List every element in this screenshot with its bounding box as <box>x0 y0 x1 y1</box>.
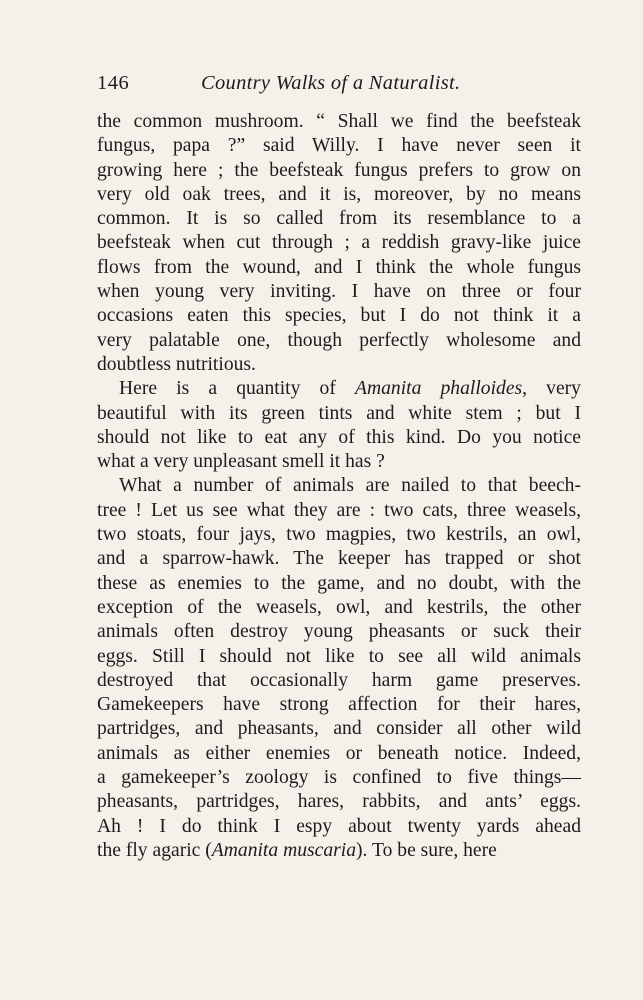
text-segment: very <box>527 378 581 400</box>
text-segment: animals often destroy young pheasants or suck their <box>97 621 581 643</box>
text-line <box>97 693 581 717</box>
text-segment: two stoats, four jays, two magpies, two kestrils, an owl, <box>97 524 581 546</box>
text-line <box>97 717 581 741</box>
text-line <box>97 329 581 353</box>
text-segment: doubtless nutritious. <box>97 353 256 375</box>
text-line <box>97 596 581 620</box>
text-segment: Gamekeepers have strong affection for their hares, <box>97 694 581 716</box>
text-line <box>97 450 581 474</box>
text-line <box>97 572 581 596</box>
text-segment: What a number of animals are nailed to that beech- <box>119 475 581 497</box>
text-segment: ). To be sure, here <box>356 839 497 861</box>
text-segment: what a very unpleasant smell it has ? <box>97 451 385 473</box>
text-line <box>97 353 581 377</box>
text-line <box>97 183 581 207</box>
text-segment: partridges, and pheasants, and consider all other wild <box>97 718 581 740</box>
text-segment: and a sparrow-hawk. The keeper has trapped or shot <box>97 548 581 570</box>
text-line <box>97 766 581 790</box>
text-segment: exception of the weasels, owl, and kestrils, the other <box>97 596 581 618</box>
text-line <box>97 815 581 839</box>
text-line <box>97 474 581 498</box>
text-segment: fungus, papa ?” said Willy. I have never seen it <box>97 135 581 157</box>
text-line <box>97 669 581 693</box>
italic-text: Amanita phalloides, <box>354 378 528 400</box>
text-segment: a gamekeeper’s zoology is confined to five things— <box>97 767 581 789</box>
text-segment: destroyed that occasionally harm game preserves. <box>97 669 581 691</box>
text-segment: beautiful with its green tints and white stem ; but I <box>97 402 581 424</box>
text-line <box>97 304 581 328</box>
text-line <box>97 426 581 450</box>
text-line <box>97 231 581 255</box>
italic-text: Amanita muscaria <box>211 839 357 861</box>
text-line <box>97 402 581 426</box>
body-text <box>97 110 581 863</box>
text-line <box>97 742 581 766</box>
text-segment: very old oak trees, and it is, moreover, by no means <box>97 183 581 205</box>
text-segment: tree ! Let us see what they are : two cats, three weasels, <box>97 499 581 521</box>
text-segment: the common mushroom. “ Shall we find the beefsteak <box>97 111 581 132</box>
text-segment: growing here ; the beefsteak fungus prefers to grow on <box>97 159 581 181</box>
running-title: Country Walks of a Naturalist. <box>201 72 461 94</box>
text-segment: occasions eaten this species, but I do not think it a <box>97 305 581 327</box>
text-line <box>97 839 581 863</box>
page-number: 146 <box>97 72 130 94</box>
text-line <box>97 547 581 571</box>
text-line <box>97 256 581 280</box>
text-segment: eggs. Still I should not like to see all wild animals <box>97 645 581 667</box>
text-line <box>97 620 581 644</box>
text-line <box>97 280 581 304</box>
text-line <box>97 110 581 134</box>
text-line <box>97 790 581 814</box>
text-segment: Here is a quantity of <box>119 378 355 400</box>
text-line <box>97 159 581 183</box>
text-line <box>97 207 581 231</box>
text-segment: these as enemies to the game, and no doubt, with the <box>97 572 581 594</box>
text-line <box>97 645 581 669</box>
text-line <box>97 523 581 547</box>
text-line <box>97 377 581 401</box>
text-line <box>97 134 581 158</box>
text-segment: common. It is so called from its resemblance to a <box>97 208 581 230</box>
text-segment: flows from the wound, and I think the whole fungus <box>97 256 581 278</box>
text-segment: beefsteak when cut through ; a reddish gravy-like juice <box>97 232 581 254</box>
text-segment: the fly agaric ( <box>97 839 212 861</box>
text-line <box>97 499 581 523</box>
text-segment: very palatable one, though perfectly wholesome and <box>97 329 581 351</box>
text-segment: Ah ! I do think I espy about twenty yards ahead <box>97 815 581 837</box>
text-segment: should not like to eat any of this kind. Do you notice <box>97 426 581 448</box>
text-segment: animals as either enemies or beneath notice. Indeed, <box>97 742 581 764</box>
text-segment: pheasants, partridges, hares, rabbits, and ants’ eggs. <box>97 791 581 813</box>
text-segment: when young very inviting. I have on three or four <box>97 281 581 303</box>
page-header <box>97 72 581 100</box>
